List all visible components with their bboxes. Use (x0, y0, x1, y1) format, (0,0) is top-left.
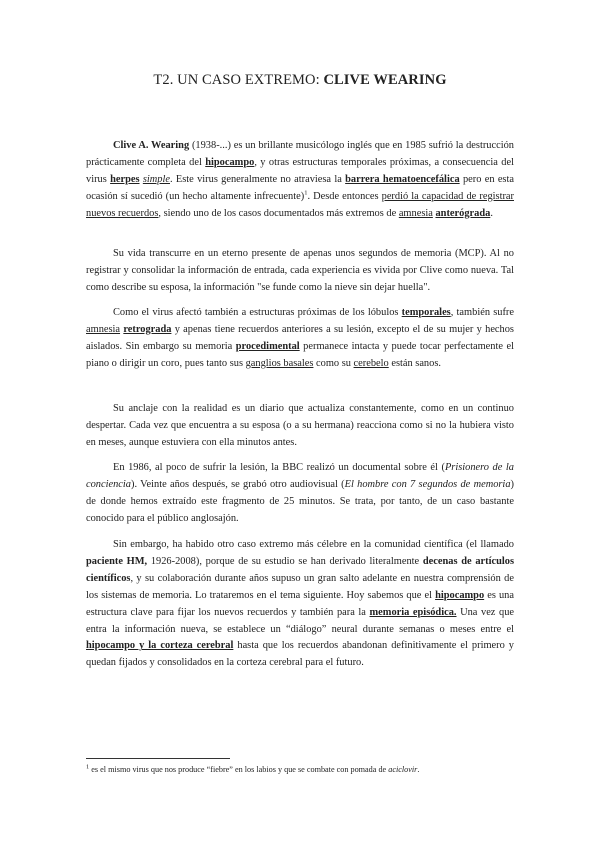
footnote-drug: aciclovir (388, 765, 418, 774)
footnote-divider (86, 758, 230, 759)
subject-name: Clive A. Wearing (113, 140, 190, 151)
term-barrera: barrera hematoencefálica (345, 173, 460, 185)
term-memoria-episodica: memoria episódica. (369, 606, 457, 618)
term-anterograda: anterógrada (435, 207, 491, 219)
paragraph-1: Clive A. Wearing (1938-...) es un brillante musicólogo inglés que en 1985 sufrió la destrucción prácticamente completa del hipocampo, y otras estructuras temporales próximas, a consecuencia del virus herpes simple. Este virus generalmente no atraviesa la barrera hematoencefálica pero en esta ocasión sí sucedió (un hecho altamente infrecuente)$^1$. Desde entonces perdió la capacidad de registrar nuevos recuerdos, siendo uno de los casos documentados más extremos de amnesia anterógrada. (86, 140, 514, 219)
paragraph-5: En 1986, al poco de sufrir la lesión, la BBC realizó un documental sobre él (Prisionero de la conciencia). Veinte años después, se grabó otro audiovisual (El hombre con 7 segundos de memoria) de donde hemos extraído este fragmento de 25 minutos. Se trata, por tanto, de un caso bastante conocido para el público anglosajón. (86, 462, 514, 524)
term-ganglios: ganglios basales (245, 357, 314, 369)
footnote-ref[interactable]: 1 (304, 189, 308, 197)
term-temporales: temporales (401, 307, 451, 318)
term-hipocampo: hipocampo (205, 156, 255, 168)
term-hipocampo-2: hipocampo (435, 589, 485, 601)
paragraph-6: Sin embargo, ha habido otro caso extremo más célebre en la comunidad científica (el llamado paciente HM, 1926-2008), porque de su estudio se han derivado literalmente decenas de artículos científicos, y su colaboración durante años supuso un gran salto adelante en nuestra comprensión de los sistemas de memoria. Lo trataremos en el tema siguiente. Hoy sabemos que el hipocampo es una estructura clave para fijar los nuevos recuerdos y también para la memoria episódica. Una vez que entra la información nueva, se establece un “diálogo” neural durante semanas o meses entre el hipocampo y la corteza cerebral hasta que los recuerdos abandonan definitivamente el primero y quedan fijados y consolidados en la corteza cerebral para el futuro. (86, 539, 515, 669)
term-paciente-hm: paciente HM, (86, 555, 148, 567)
paragraph-2: Su vida transcurre en un eterno presente de apenas unos segundos de memoria (MCP). Al no registrar y consolidar la información de entrada, cada experiencia es vivida por Clive como nueva. Tal como describe su esposa, la información "se funde como la nieve sin dejar huella". (86, 248, 514, 293)
footnote: $^1$ es el mismo virus que nos produce “fiebre” en los labios y que se combate con pomada de aciclovir. (86, 763, 420, 774)
term-amnesia: amnesia (398, 207, 433, 219)
title-name: CLIVE WEARING (323, 72, 447, 88)
paragraph-4: Su anclaje con la realidad es un diario que actualiza constantemente, como en un continuo despertar. Cada vez que encuentra a su esposa (o a su hermana) reacciona como si no la hubiera visto en meses, aunque estuviera con ella minutos antes. (86, 403, 514, 448)
term-amnesia-2: amnesia (86, 323, 121, 335)
term-retrograda: retrograda (123, 323, 172, 335)
footnote-number: 1 (86, 763, 90, 771)
term-registrar: perdió la capacidad de registrar nuevos recuerdos (86, 190, 514, 219)
term-simple: simple (142, 173, 170, 185)
term-hipocampo-corteza: hipocampo y la corteza cerebral (86, 640, 234, 652)
term-decenas: decenas de artículos científicos (86, 555, 514, 584)
term-herpes: herpes (110, 173, 140, 185)
term-procedimental: procedimental (235, 340, 300, 352)
documentary-title-1: Prisionero de la conciencia (86, 462, 514, 490)
page-title (0, 72, 600, 89)
title-prefix: T2. UN CASO EXTREMO: (153, 72, 324, 88)
documentary-title-2: El hombre con 7 segundos de memoria (344, 478, 511, 490)
paragraph-3: Como el virus afectó también a estructuras próximas de los lóbulos temporales, también sufre amnesia retrograda y apenas tiene recuerdos anteriores a su lesión, excepto el de su mujer y hechos aislados. Sin embargo su memoria procedimental permanece intacta y puede tocar perfectamente el piano o dirigir un coro, pues tanto sus ganglios basales como su cerebelo están sanos. (86, 307, 514, 369)
term-cerebelo: cerebelo (353, 357, 389, 369)
